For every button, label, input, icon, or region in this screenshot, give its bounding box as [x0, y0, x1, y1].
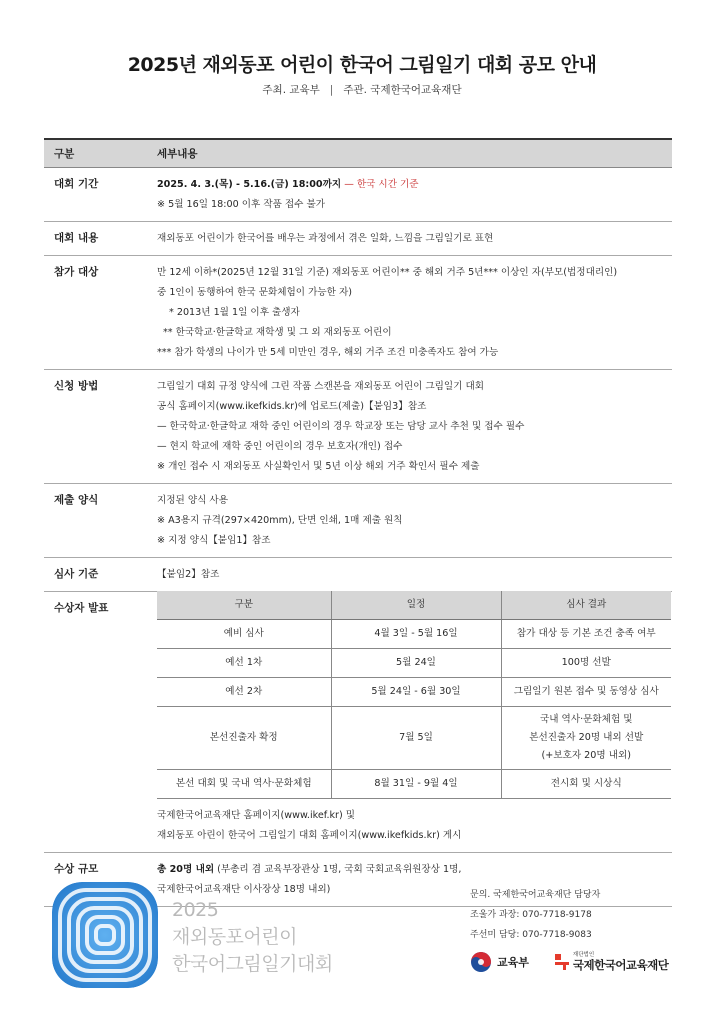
- event-name-line: 재외동포어린이: [172, 926, 297, 948]
- schedule-result: [501, 706, 671, 769]
- table-header: [44, 140, 672, 168]
- event-name-text: [172, 897, 333, 978]
- application-line: — 한국학교·한글학교 재학 중인 어린이의 경우 학교장 또는 담당 교사 추천 및 접수 필수: [157, 421, 525, 432]
- table-row: [157, 706, 671, 769]
- format-line: 지정된 양식 사용: [157, 495, 228, 506]
- content-label: 대회 내용: [54, 232, 99, 244]
- sponsor-logos: [470, 951, 668, 973]
- event-year: 2025: [172, 899, 219, 921]
- kief-logo: [555, 952, 668, 972]
- schedule-date: 8월 31일 - 9월 4일: [331, 769, 501, 798]
- table-row: [157, 619, 671, 648]
- page-title: 2025년 재외동포 어린이 한국어 그림일기 대회 공모 안내: [127, 54, 597, 76]
- moe-logo: [470, 951, 529, 973]
- application-line: — 현지 학교에 재학 중인 어린이의 경우 보호자(개인) 접수: [157, 441, 403, 452]
- format-label: 제출 양식: [54, 494, 99, 506]
- header-category: 구분: [54, 148, 75, 160]
- info-table: [44, 138, 672, 907]
- period-note: ※ 5월 16일 18:00 이후 작품 접수 불가: [157, 199, 326, 210]
- row-period: [44, 168, 672, 222]
- row-criteria: [44, 558, 672, 592]
- contact-line: 조울가 과장: 070-7718-9178: [470, 910, 592, 920]
- moe-logo-text: 교육부: [497, 956, 529, 969]
- announcement-note: 국제한국어교육재단 홈페이지(www.ikef.kr) 및: [157, 809, 356, 821]
- row-announcement: [44, 592, 672, 853]
- schedule-result-line: 국내 역사·문화체험 및: [539, 713, 633, 725]
- contact-info: [470, 885, 600, 945]
- period-content: [157, 175, 672, 215]
- eligibility-line: 만 12세 이하*(2025년 12월 31일 기준) 재외동포 어린이** 중 해외 거주 5년*** 이상인 자(부모(법정대리인): [157, 267, 618, 278]
- subtitle-separator: |: [329, 84, 334, 96]
- eligibility-label: 참가 대상: [54, 266, 99, 278]
- schedule-result-line: (+보호자 20명 내외): [541, 749, 631, 761]
- eligibility-note: * 2013년 1월 1일 이후 출생자: [169, 307, 300, 318]
- application-line: 공식 홈페이지(www.ikefkids.kr)에 업로드(제출)【붙임3】참조: [157, 401, 427, 412]
- schedule-stage: 본선진출자 확정: [157, 706, 331, 769]
- eligibility-line: 중 1인이 동행하여 한국 문화체험이 가능한 자): [157, 287, 352, 298]
- criteria-label: 심사 기준: [54, 568, 99, 580]
- kief-small-text: 재단법인: [572, 952, 595, 958]
- criteria-text: 【붙임2】참조: [157, 569, 220, 580]
- announcement-label: 수상자 발표: [54, 602, 109, 614]
- format-line: ※ 지정 양식【붙임1】참조: [157, 535, 271, 546]
- schedule-stage: 예비 심사: [157, 619, 331, 648]
- eligibility-note: ** 한국학교·한글학교 재학생 및 그 외 재외동포 어린이: [163, 327, 392, 338]
- contact-line: 문의. 국제한국어교육재단 담당자: [470, 890, 601, 900]
- schedule-header-date: 일정: [331, 591, 501, 619]
- announcement-note: 재외동포 아린이 한국어 그림일기 대회 홈페이지(www.ikefkids.kr) 게시: [157, 829, 462, 841]
- period-dates: 2025. 4. 3.(목) - 5.16.(금) 18:00까지: [157, 179, 342, 190]
- content-text: 재외동포 어린이가 한국어를 배우는 과정에서 겪은 일화, 느낌을 그림일기로 표현: [157, 233, 494, 244]
- application-label: 신청 방법: [54, 380, 99, 392]
- organizer-text: 주관. 국제한국어교육재단: [343, 84, 462, 96]
- schedule-result: 100명 선발: [501, 648, 671, 677]
- schedule-result: 전시회 및 시상식: [501, 769, 671, 798]
- schedule-result: 그림일기 원본 접수 및 동영상 심사: [501, 677, 671, 706]
- header-details: 세부내용: [157, 148, 198, 160]
- schedule-date: 7월 5일: [331, 706, 501, 769]
- awards-detail-line: 국제한국어교육재단 이사장상 18명 내외): [157, 883, 331, 895]
- table-row: [157, 677, 671, 706]
- application-line: ※ 개인 접수 시 재외동포 사실확인서 및 5년 이상 해외 거주 확인서 필수 제출: [157, 461, 480, 472]
- host-text: 주최. 교육부: [262, 84, 320, 96]
- page-subtitle: [0, 82, 724, 97]
- schedule-stage: 예선 2차: [157, 677, 331, 706]
- kief-mark-icon: [555, 954, 569, 970]
- schedule-result: 참가 대상 등 기본 조건 충족 여부: [501, 619, 671, 648]
- period-label: 대회 기간: [54, 178, 99, 190]
- schedule-date: 5월 24일 - 6월 30일: [331, 677, 501, 706]
- schedule-stage: 예선 1차: [157, 648, 331, 677]
- table-row: [157, 648, 671, 677]
- schedule-result-line: 본선진출자 20명 내외 선발: [529, 731, 644, 743]
- taegeuk-icon: [470, 951, 492, 973]
- format-line: ※ A3용지 규격(297×420mm), 단면 인쇄, 1매 제출 원칙: [157, 515, 403, 526]
- awards-lead: 총 20명 내외: [157, 863, 215, 875]
- event-name-line: 한국어그림일기대회: [172, 953, 333, 975]
- schedule-header-stage: 구분: [157, 591, 331, 619]
- event-logo-icon: [50, 880, 160, 990]
- application-line: 그림일기 대회 규정 양식에 그린 작품 스캔본을 재외동포 어린이 그림일기 대회: [157, 381, 485, 392]
- schedule-table: [157, 591, 671, 799]
- table-row: [157, 769, 671, 798]
- schedule-date: 4월 3일 - 5월 16일: [331, 619, 501, 648]
- kief-logo-text: 국제한국어교육재단: [572, 958, 669, 972]
- schedule-header-result: 심사 결과: [501, 591, 671, 619]
- row-application: [44, 370, 672, 484]
- schedule-date: 5월 24일: [331, 648, 501, 677]
- eligibility-note: *** 참가 학생의 나이가 만 5세 미만인 경우, 해외 거주 조건 미충족자도 참여 가능: [157, 347, 499, 358]
- contact-line: 주선미 담당: 070-7718-9083: [470, 930, 592, 940]
- period-timezone: — 한국 시간 기준: [344, 179, 419, 190]
- schedule-stage: 본선 대회 및 국내 역사·문화체험: [157, 769, 331, 798]
- row-format: [44, 484, 672, 558]
- awards-detail: (부총리 겸 교육부장관상 1명, 국회 국회교육위원장상 1명,: [214, 863, 462, 875]
- awards-label: 수상 규모: [54, 862, 99, 875]
- row-eligibility: [44, 256, 672, 370]
- row-content: [44, 222, 672, 256]
